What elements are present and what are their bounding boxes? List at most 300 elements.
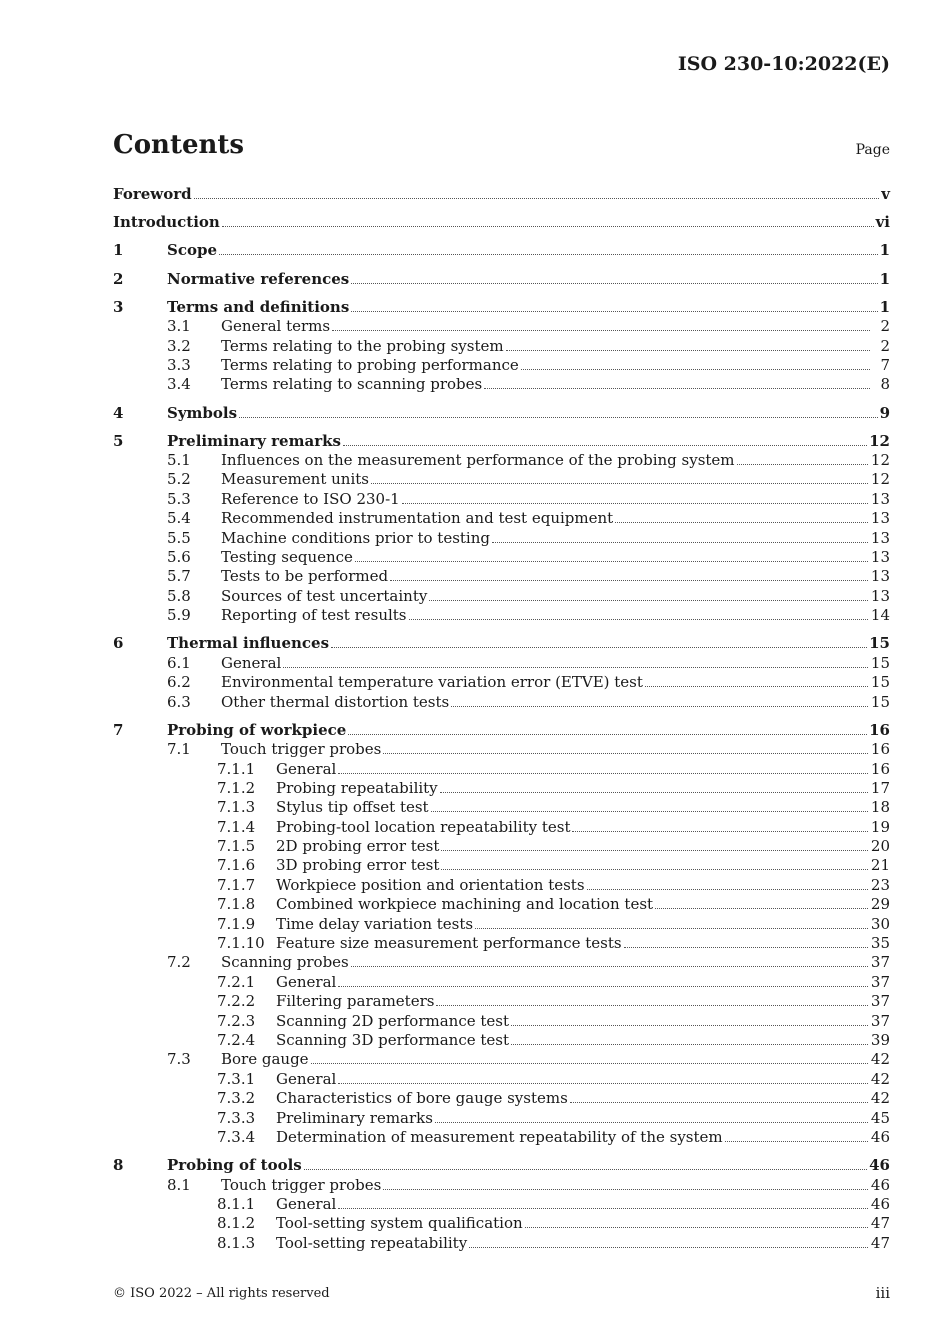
toc-entry-line bbox=[221, 509, 890, 528]
toc-entry-title[interactable]: General terms bbox=[221, 317, 331, 336]
toc-entry-page[interactable]: 23 bbox=[870, 875, 890, 894]
toc-entry-page[interactable]: 37 bbox=[870, 972, 890, 991]
dot-leader bbox=[219, 254, 878, 255]
toc-entry-title[interactable]: Time delay variation tests bbox=[276, 914, 474, 933]
toc-entry[interactable] bbox=[113, 1070, 890, 1089]
toc-entry-line bbox=[221, 317, 890, 336]
toc-entry[interactable] bbox=[113, 634, 890, 653]
dot-leader bbox=[351, 966, 870, 967]
toc-entry[interactable] bbox=[113, 1176, 890, 1195]
toc-entry-title[interactable]: Reference to ISO 230-1 bbox=[221, 489, 400, 508]
dot-leader bbox=[311, 1063, 870, 1064]
toc-entry-title[interactable]: General bbox=[276, 1069, 337, 1088]
toc-entry-number: 6.1 bbox=[167, 653, 191, 672]
dot-leader bbox=[338, 773, 870, 774]
toc-entry-number: 5.7 bbox=[167, 567, 191, 586]
document-id: ISO 230-10:2022(E) bbox=[677, 53, 890, 75]
toc-entry-line bbox=[221, 692, 890, 712]
toc-entry-title[interactable]: Scanning 2D performance test bbox=[276, 1011, 510, 1030]
toc-entry-line bbox=[221, 953, 890, 972]
toc-entry-number: 7.2.2 bbox=[217, 992, 256, 1011]
toc-entry-page[interactable]: 42 bbox=[870, 1089, 890, 1108]
toc-entry[interactable] bbox=[113, 654, 890, 673]
toc-entry[interactable] bbox=[113, 1089, 890, 1108]
toc-entry[interactable] bbox=[113, 673, 890, 692]
toc-entry-number: 4 bbox=[113, 403, 124, 422]
toc-entry-line bbox=[221, 451, 890, 470]
toc-entry-line bbox=[167, 1156, 890, 1175]
toc-entry-line bbox=[276, 1214, 890, 1233]
toc-entry-page[interactable]: 13 bbox=[870, 528, 890, 547]
toc-entry-title[interactable]: Measurement units bbox=[221, 470, 369, 489]
toc-entry-page[interactable]: 19 bbox=[870, 817, 890, 836]
toc-entry-page[interactable]: 37 bbox=[870, 1011, 890, 1030]
dot-leader bbox=[655, 908, 870, 909]
toc-entry-title[interactable]: Tool-setting system qualification bbox=[276, 1214, 523, 1233]
toc-entry-page[interactable]: 15 bbox=[870, 673, 890, 692]
toc-entry-page[interactable]: 9 bbox=[879, 403, 890, 422]
toc-entry-number: 7.1.9 bbox=[217, 914, 256, 933]
dot-leader bbox=[343, 445, 867, 446]
toc-entry[interactable] bbox=[113, 721, 890, 740]
toc-entry-page[interactable]: 16 bbox=[870, 740, 890, 759]
dot-leader bbox=[371, 483, 870, 484]
toc-entry-page[interactable]: 18 bbox=[870, 798, 890, 817]
toc-entry-title[interactable]: Combined workpiece machining and location test bbox=[276, 895, 654, 914]
dot-leader bbox=[441, 869, 870, 870]
toc-entry-title[interactable]: Tests to be performed bbox=[221, 567, 389, 586]
toc-entry-line bbox=[276, 875, 890, 895]
dot-leader bbox=[338, 1208, 870, 1209]
toc-entry-line bbox=[221, 673, 890, 692]
toc-entry[interactable] bbox=[113, 375, 890, 394]
table-of-contents bbox=[113, 185, 890, 1253]
toc-entry-number: 2 bbox=[113, 269, 124, 288]
toc-entry[interactable] bbox=[113, 1050, 890, 1069]
toc-entry[interactable] bbox=[113, 992, 890, 1011]
toc-entry-line bbox=[113, 185, 890, 204]
toc-entry-title[interactable]: Feature size measurement performance tests bbox=[276, 934, 622, 953]
toc-entry-number: 7 bbox=[113, 720, 124, 739]
toc-entry[interactable] bbox=[113, 470, 890, 489]
toc-entry-title[interactable]: Characteristics of bore gauge systems bbox=[276, 1089, 568, 1108]
dot-leader bbox=[222, 226, 874, 227]
toc-entry-page[interactable]: 2 bbox=[880, 336, 890, 355]
toc-entry[interactable] bbox=[113, 337, 890, 356]
dot-leader bbox=[239, 417, 878, 418]
toc-entry-number: 6.2 bbox=[167, 673, 191, 692]
toc-entry-page[interactable]: 47 bbox=[870, 1233, 890, 1252]
toc-entry-title[interactable]: General bbox=[276, 1194, 337, 1213]
toc-entry-page[interactable]: 16 bbox=[869, 720, 890, 739]
toc-entry-number: 5.6 bbox=[167, 548, 191, 567]
toc-entry-line bbox=[167, 721, 890, 740]
toc-entry-title[interactable]: 3D probing error test bbox=[276, 856, 440, 875]
toc-entry-title[interactable]: Stylus tip offset test bbox=[276, 798, 429, 817]
toc-entry[interactable] bbox=[113, 298, 890, 317]
toc-entry[interactable] bbox=[113, 1109, 890, 1128]
toc-entry-number: 5.3 bbox=[167, 489, 191, 508]
toc-entry-number: 7.3.4 bbox=[217, 1127, 256, 1146]
toc-entry[interactable] bbox=[113, 1234, 890, 1253]
toc-entry[interactable] bbox=[113, 548, 890, 567]
dot-leader bbox=[431, 811, 870, 812]
toc-entry[interactable] bbox=[113, 895, 890, 914]
toc-entry-page[interactable]: 1 bbox=[879, 241, 890, 260]
toc-entry[interactable] bbox=[113, 432, 890, 451]
toc-entry-page[interactable]: 42 bbox=[870, 1050, 890, 1069]
toc-entry[interactable] bbox=[113, 317, 890, 336]
toc-entry-title[interactable]: Probing of workpiece bbox=[167, 720, 347, 739]
dot-leader bbox=[484, 388, 870, 389]
toc-entry-line bbox=[276, 1127, 890, 1147]
dot-leader bbox=[435, 1122, 870, 1123]
toc-entry-line bbox=[276, 1108, 890, 1128]
toc-entry-line bbox=[276, 837, 890, 856]
page-column-label: Page bbox=[855, 142, 890, 158]
toc-entry-number: 8.1.1 bbox=[217, 1194, 256, 1213]
dot-leader bbox=[304, 1169, 867, 1170]
dot-leader bbox=[492, 542, 870, 543]
toc-entry-number: 3.3 bbox=[167, 355, 191, 374]
toc-entry-line bbox=[276, 1031, 890, 1050]
toc-entry[interactable] bbox=[113, 490, 890, 509]
toc-entry-title[interactable]: Scanning 3D performance test bbox=[276, 1031, 510, 1049]
toc-entry-number: 7.3.3 bbox=[217, 1108, 256, 1127]
toc-entry-number: 7.3.2 bbox=[217, 1089, 256, 1108]
toc-entry-number: 7.1.4 bbox=[217, 817, 256, 836]
toc-entry-number: 7.1.6 bbox=[217, 856, 256, 875]
toc-entry-title[interactable]: Testing sequence bbox=[221, 548, 353, 567]
dot-leader bbox=[645, 686, 870, 687]
toc-entry-number: 5.2 bbox=[167, 470, 191, 489]
toc-entry-line bbox=[221, 470, 890, 489]
toc-entry-number: 7.1.3 bbox=[217, 798, 256, 817]
toc-entry-title[interactable]: Sources of test uncertainty bbox=[221, 586, 428, 605]
toc-entry-line bbox=[221, 740, 890, 759]
toc-entry[interactable] bbox=[113, 451, 890, 470]
toc-entry-page[interactable]: 13 bbox=[870, 509, 890, 528]
dot-leader bbox=[511, 1025, 870, 1026]
toc-entry-line bbox=[276, 1233, 890, 1253]
toc-entry-title[interactable]: 2D probing error test bbox=[276, 837, 440, 856]
toc-entry-line bbox=[276, 914, 890, 934]
toc-entry-page[interactable]: v bbox=[881, 185, 890, 203]
dot-leader bbox=[506, 350, 870, 351]
toc-entry[interactable] bbox=[113, 270, 890, 289]
toc-entry-line bbox=[276, 992, 890, 1011]
toc-entry-page[interactable]: 15 bbox=[870, 653, 890, 672]
dot-leader bbox=[383, 1189, 870, 1190]
dot-leader bbox=[451, 706, 870, 707]
dot-leader bbox=[587, 889, 870, 890]
toc-entry[interactable] bbox=[113, 876, 890, 895]
toc-entry-line bbox=[167, 404, 890, 423]
toc-entry-title[interactable]: Other thermal distortion tests bbox=[221, 692, 450, 711]
toc-entry-page[interactable]: 12 bbox=[870, 470, 890, 489]
toc-entry[interactable] bbox=[113, 915, 890, 934]
toc-entry[interactable] bbox=[113, 740, 890, 759]
toc-entry-title[interactable]: Recommended instrumentation and test equipment bbox=[221, 509, 614, 528]
toc-entry-number: 7.3 bbox=[167, 1050, 191, 1069]
toc-entry-number: 7.1 bbox=[167, 740, 191, 759]
toc-entry-page[interactable]: 17 bbox=[870, 778, 890, 797]
toc-entry[interactable] bbox=[113, 798, 890, 817]
toc-entry-page[interactable]: 42 bbox=[870, 1069, 890, 1088]
toc-entry-title[interactable]: Terms and definitions bbox=[167, 297, 350, 316]
toc-entry-page[interactable]: 15 bbox=[870, 692, 890, 711]
toc-entry-page[interactable]: 20 bbox=[870, 837, 890, 856]
dot-leader bbox=[725, 1141, 870, 1142]
toc-entry-line bbox=[276, 972, 890, 992]
toc-entry-number: 7.1.5 bbox=[217, 837, 256, 856]
toc-entry-page[interactable]: 13 bbox=[870, 489, 890, 508]
toc-entry[interactable] bbox=[113, 693, 890, 712]
toc-entry[interactable] bbox=[113, 529, 890, 548]
toc-entry-number: 7.1.7 bbox=[217, 875, 256, 894]
dot-leader bbox=[570, 1102, 870, 1103]
toc-entry-page[interactable]: 29 bbox=[870, 895, 890, 914]
toc-entry[interactable] bbox=[113, 856, 890, 875]
toc-entry-title[interactable]: Determination of measurement repeatability of the system bbox=[276, 1127, 723, 1146]
toc-entry-page[interactable]: 16 bbox=[870, 759, 890, 778]
toc-entry-title[interactable]: Machine conditions prior to testing bbox=[221, 528, 490, 547]
page-title: Contents bbox=[113, 130, 245, 160]
toc-entry-number: 1 bbox=[113, 241, 124, 260]
page-number: iii bbox=[875, 1284, 890, 1302]
toc-entry[interactable] bbox=[113, 1214, 890, 1233]
toc-entry-title[interactable]: Touch trigger probes bbox=[221, 740, 382, 759]
dot-leader bbox=[283, 667, 870, 668]
toc-entry-title[interactable]: Terms relating to probing performance bbox=[221, 355, 519, 374]
dot-leader bbox=[441, 850, 870, 851]
toc-entry-line bbox=[276, 759, 890, 779]
toc-entry-page[interactable]: 47 bbox=[870, 1214, 890, 1233]
toc-entry-page[interactable]: 1 bbox=[879, 269, 890, 288]
dot-leader bbox=[390, 580, 870, 581]
toc-entry-page[interactable]: 37 bbox=[870, 992, 890, 1011]
toc-entry-page[interactable]: 46 bbox=[869, 1156, 890, 1175]
toc-entry-line bbox=[167, 241, 890, 260]
toc-entry-number: 3.1 bbox=[167, 317, 191, 336]
toc-entry-page[interactable]: 46 bbox=[870, 1127, 890, 1146]
dot-leader bbox=[436, 1005, 870, 1006]
toc-entry-line bbox=[221, 586, 890, 606]
toc-entry[interactable] bbox=[113, 356, 890, 375]
toc-entry-title[interactable]: Filtering parameters bbox=[276, 992, 435, 1011]
toc-entry-number: 7.1.1 bbox=[217, 759, 256, 778]
toc-entry-title[interactable]: Touch trigger probes bbox=[221, 1175, 382, 1194]
dot-leader bbox=[194, 198, 880, 199]
toc-entry-line bbox=[276, 895, 890, 914]
toc-entry[interactable] bbox=[113, 1128, 890, 1147]
dot-leader bbox=[348, 734, 867, 735]
toc-entry-line bbox=[167, 634, 890, 653]
toc-entry-number: 8 bbox=[113, 1156, 124, 1175]
toc-entry-number: 5.9 bbox=[167, 606, 191, 625]
toc-entry-page[interactable]: 12 bbox=[870, 451, 890, 470]
toc-entry-number: 5.8 bbox=[167, 586, 191, 605]
toc-entry-number: 7.2.1 bbox=[217, 972, 256, 991]
toc-entry-title[interactable]: Scope bbox=[167, 241, 218, 260]
toc-entry-title[interactable]: Probing-tool location repeatability test bbox=[276, 817, 571, 836]
toc-entry-page[interactable]: 2 bbox=[880, 317, 890, 336]
dot-leader bbox=[338, 986, 870, 987]
toc-entry-line bbox=[221, 336, 890, 356]
toc-entry-title[interactable]: Influences on the measurement performance of the probing system bbox=[221, 451, 735, 470]
toc-entry-number: 6 bbox=[113, 634, 124, 653]
toc-entry[interactable] bbox=[113, 953, 890, 972]
toc-entry-page[interactable]: 13 bbox=[870, 548, 890, 567]
toc-entry-line bbox=[221, 355, 890, 375]
toc-entry-line bbox=[276, 1089, 890, 1108]
toc-entry[interactable] bbox=[113, 404, 890, 423]
toc-entry-title[interactable]: Workpiece position and orientation tests bbox=[276, 875, 585, 894]
toc-entry-page[interactable]: 30 bbox=[870, 914, 890, 933]
toc-entry-page[interactable]: 15 bbox=[869, 634, 890, 653]
toc-entry[interactable] bbox=[113, 185, 890, 204]
toc-entry-page[interactable]: 12 bbox=[869, 431, 890, 450]
toc-entry-page[interactable]: 35 bbox=[870, 934, 890, 953]
toc-entry-line bbox=[167, 298, 890, 317]
toc-entry-title[interactable]: General bbox=[221, 653, 282, 672]
toc-entry-page[interactable]: 39 bbox=[870, 1031, 890, 1049]
dot-leader bbox=[572, 831, 870, 832]
toc-entry-title[interactable]: Environmental temperature variation error (ETVE) test bbox=[221, 673, 643, 692]
toc-entry-page[interactable]: 7 bbox=[880, 355, 890, 374]
toc-entry-title[interactable]: General bbox=[276, 759, 337, 778]
toc-entry[interactable] bbox=[113, 1012, 890, 1031]
toc-entry-page[interactable]: vi bbox=[875, 213, 890, 232]
toc-entry-title[interactable]: Terms relating to the probing system bbox=[221, 336, 504, 355]
dot-leader bbox=[355, 561, 870, 562]
dot-leader bbox=[521, 369, 870, 370]
dot-leader bbox=[511, 1044, 870, 1045]
dot-leader bbox=[351, 311, 877, 312]
toc-entry-page[interactable]: 1 bbox=[879, 297, 890, 316]
toc-entry-line bbox=[221, 528, 890, 548]
toc-entry-title[interactable]: Terms relating to scanning probes bbox=[221, 375, 483, 394]
toc-entry-title[interactable]: Symbols bbox=[167, 403, 238, 422]
toc-entry-title[interactable]: Foreword bbox=[113, 185, 192, 203]
dot-leader bbox=[402, 503, 870, 504]
toc-entry-page[interactable]: 46 bbox=[870, 1194, 890, 1213]
toc-entry-number: 8.1.3 bbox=[217, 1233, 256, 1252]
toc-entry-number: 7.2.4 bbox=[217, 1031, 256, 1049]
toc-entry-number: 7.1.8 bbox=[217, 895, 256, 914]
toc-entry-number: 8.1 bbox=[167, 1175, 191, 1194]
toc-entry-number: 3 bbox=[113, 297, 124, 316]
copyright-notice: © ISO 2022 – All rights reserved bbox=[113, 1286, 330, 1301]
toc-entry-title[interactable]: General bbox=[276, 972, 337, 991]
toc-entry-title[interactable]: Preliminary remarks bbox=[276, 1108, 433, 1127]
toc-entry-line bbox=[276, 1011, 890, 1031]
toc-entry-title[interactable]: Probing repeatability bbox=[276, 778, 438, 797]
toc-entry-number: 3.4 bbox=[167, 375, 191, 394]
toc-entry-page[interactable]: 13 bbox=[870, 586, 890, 605]
toc-entry[interactable] bbox=[113, 760, 890, 779]
toc-entry-line bbox=[113, 213, 890, 232]
toc-entry-title[interactable]: Probing of tools bbox=[167, 1156, 302, 1175]
toc-entry-line bbox=[276, 934, 890, 953]
toc-entry-line bbox=[221, 489, 890, 509]
dot-leader bbox=[737, 464, 870, 465]
toc-entry[interactable] bbox=[113, 779, 890, 798]
toc-entry-number: 5 bbox=[113, 431, 124, 450]
toc-entry-line bbox=[221, 653, 890, 673]
toc-entry-title[interactable]: Tool-setting repeatability bbox=[276, 1233, 468, 1252]
toc-entry-page[interactable]: 37 bbox=[870, 953, 890, 972]
toc-entry-number: 6.3 bbox=[167, 692, 191, 711]
toc-entry[interactable] bbox=[113, 606, 890, 625]
toc-entry-number: 7.3.1 bbox=[217, 1069, 256, 1088]
toc-entry-number: 7.1.2 bbox=[217, 778, 256, 797]
toc-entry[interactable] bbox=[113, 241, 890, 260]
toc-entry-line bbox=[167, 270, 890, 289]
toc-entry[interactable] bbox=[113, 934, 890, 953]
toc-entry[interactable] bbox=[113, 837, 890, 856]
toc-entry-page[interactable]: 8 bbox=[880, 375, 890, 394]
toc-entry-line bbox=[221, 375, 890, 394]
toc-entry-line bbox=[167, 432, 890, 451]
toc-entry-page[interactable]: 46 bbox=[870, 1175, 890, 1194]
toc-entry-line bbox=[276, 856, 890, 875]
toc-entry-number: 8.1.2 bbox=[217, 1214, 256, 1233]
toc-entry-title[interactable]: Thermal influences bbox=[167, 634, 330, 653]
toc-entry[interactable] bbox=[113, 509, 890, 528]
toc-entry-title[interactable]: Reporting of test results bbox=[221, 606, 407, 625]
dot-leader bbox=[338, 1083, 870, 1084]
toc-entry-title[interactable]: Scanning probes bbox=[221, 953, 349, 972]
toc-entry-title[interactable]: Bore gauge bbox=[221, 1050, 309, 1069]
toc-entry-line bbox=[276, 1194, 890, 1214]
toc-entry-page[interactable]: 13 bbox=[870, 567, 890, 586]
toc-entry-line bbox=[221, 548, 890, 567]
dot-leader bbox=[429, 600, 870, 601]
toc-entry-page[interactable]: 45 bbox=[870, 1108, 890, 1127]
dot-leader bbox=[383, 753, 870, 754]
toc-entry[interactable] bbox=[113, 818, 890, 837]
toc-entry[interactable] bbox=[113, 213, 890, 232]
toc-entry[interactable] bbox=[113, 587, 890, 606]
toc-entry-number: 7.2 bbox=[167, 953, 191, 972]
toc-entry-line bbox=[221, 567, 890, 586]
toc-entry-line bbox=[221, 1175, 890, 1195]
toc-entry[interactable] bbox=[113, 1156, 890, 1175]
toc-entry-number: 5.4 bbox=[167, 509, 191, 528]
toc-entry[interactable] bbox=[113, 973, 890, 992]
dot-leader bbox=[440, 792, 870, 793]
toc-entry[interactable] bbox=[113, 1195, 890, 1214]
toc-entry-title[interactable]: Normative references bbox=[167, 269, 350, 288]
dot-leader bbox=[409, 619, 870, 620]
dot-leader bbox=[351, 283, 877, 284]
dot-leader bbox=[469, 1247, 870, 1248]
toc-entry-number: 5.1 bbox=[167, 451, 191, 470]
toc-entry[interactable] bbox=[113, 1031, 890, 1050]
toc-entry-number: 7.1.10 bbox=[217, 934, 265, 953]
toc-entry-number: 5.5 bbox=[167, 528, 191, 547]
toc-entry-page[interactable]: 14 bbox=[870, 606, 890, 625]
toc-entry-number: 3.2 bbox=[167, 336, 191, 355]
toc-entry-line bbox=[276, 778, 890, 798]
dot-leader bbox=[331, 647, 867, 648]
toc-entry-page[interactable]: 21 bbox=[870, 856, 890, 875]
toc-entry-line bbox=[221, 1050, 890, 1069]
toc-entry-title[interactable]: Preliminary remarks bbox=[167, 431, 341, 450]
toc-entry[interactable] bbox=[113, 567, 890, 586]
toc-entry-title[interactable]: Introduction bbox=[113, 213, 220, 232]
